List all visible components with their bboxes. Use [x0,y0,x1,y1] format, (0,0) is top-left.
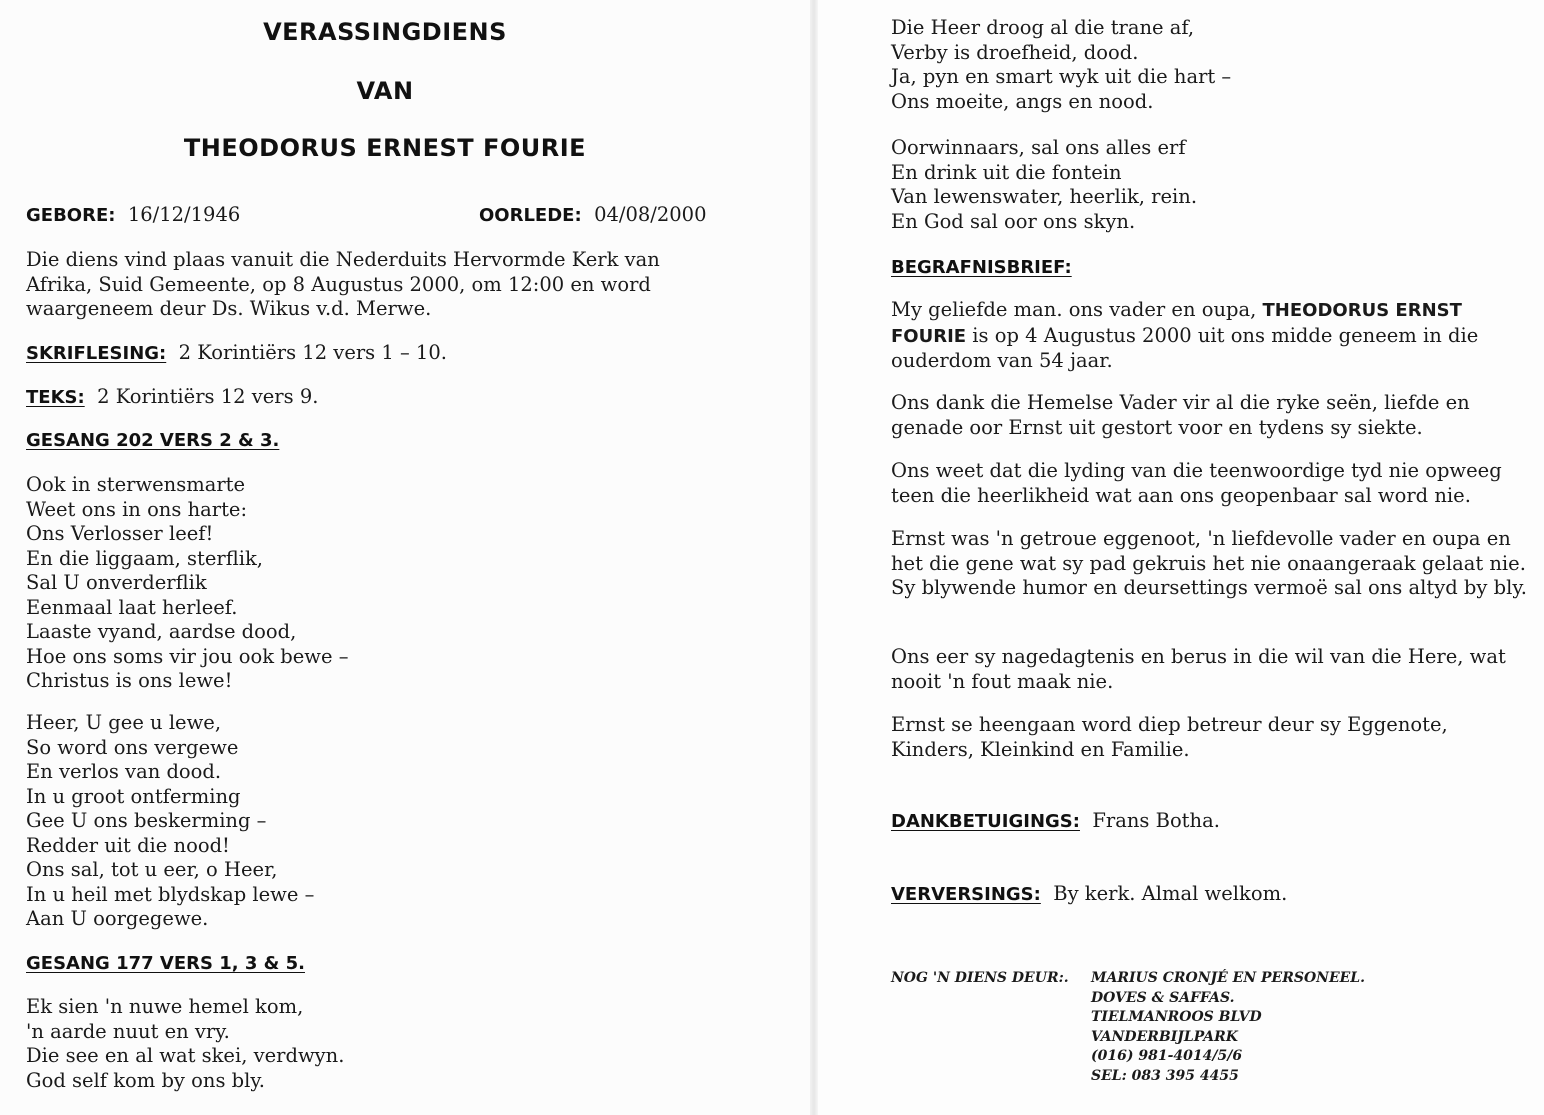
verse-line: Gee U ons beskerming – [26,809,267,832]
letter-paragraph-3: Ons weet dat die lyding van die teenwoordige tyd nie opweeg teen die heerlikheid wat aan ons geopenbaar sal word nie. [891,459,1502,507]
verse-line: Die Heer droog al die trane af, [891,16,1195,39]
verse-line: So word ons vergewe [26,735,239,759]
undertaker-line: MARIUS CRONJÉ EN PERSONEEL. [1091,970,1366,986]
letter-paragraph-6: Ernst se heengaan word diep betreur deur sy Eggenote, Kinders, Kleinkind en Familie. [891,713,1448,761]
born-label: GEBORE: [26,205,116,226]
died-row [479,203,706,229]
undertaker-line: DOVES & SAFFAS. [1091,989,1235,1006]
verse-line: En God sal oor ons skyn. [891,209,1136,233]
deceased-name: THEODORUS ERNST FOURIE [891,300,1462,347]
verse-line: En drink uit die fontein [891,160,1122,184]
undertaker-line: SEL: 083 395 4455 [1091,1067,1239,1084]
text-value: 2 Korintiërs 12 vers 9. [97,385,319,408]
died-value: 04/08/2000 [594,203,707,226]
verse-line: Die see en al wat skei, verdwyn. [26,1044,345,1067]
verse-line: Redder uit die nood! [26,833,230,857]
verse-line: In u groot ontferming [26,784,241,808]
letter-paragraph-5: Ons eer sy nagedagtenis en berus in die wil van die Here, wat nooit 'n fout maak nie. [891,645,1506,693]
title-line-2: VAN [356,77,414,105]
verse-line: Heer, U gee u lewe, [26,711,222,734]
text-row [26,385,318,411]
verse-line: Weet ons in ons harte: [26,497,248,521]
thanks-row [891,809,1220,835]
letter-title: BEGRAFNISBRIEF: [891,257,1072,278]
letter-p1-intro: My geliefde man. ons vader en oupa, [891,298,1257,321]
service-line: waargeneem deur Ds. Wikus v.d. Merwe. [26,297,432,320]
refreshments-label: VERVERSINGS: [891,884,1041,905]
verse-line: Hoe ons soms vir jou ook bewe – [26,644,349,668]
died-label: OORLEDE: [479,205,582,226]
reading-value: 2 Korintiërs 12 vers 1 – 10. [178,341,447,364]
thanks-label: DANKBETUIGINGS: [891,811,1080,832]
verse-line: In u heil met blydskap lewe – [26,882,315,906]
text-label: TEKS: [26,387,85,408]
letter-paragraph-4: Ernst was 'n getroue eggenoot, 'n liefdevolle vader en oupa en het die gene wat sy pad gekruis het nie onaangeraak gelaat nie. Sy blywende humor en deursettings vermoë sal ons altyd by bly. [891,527,1527,599]
verse-line: Laaste vyand, aardse dood, [26,620,297,643]
verse-line: Eenmaal laat herleef. [26,595,238,619]
hymn1-verse2 [26,711,314,932]
hymn1-title: GESANG 202 VERS 2 & 3. [26,430,280,451]
refreshments-value: By kerk. Almal welkom. [1053,882,1288,905]
reading-label: SKRIFLESING: [26,343,167,364]
hymn2-verse1 [26,995,344,1093]
hymn2-title: GESANG 177 VERS 1, 3 & 5. [26,953,305,974]
verse-line: En die liggaam, sterflik, [26,546,263,570]
refreshments-row [891,882,1287,908]
verse-line: Ek sien 'n nuwe hemel kom, [26,995,304,1018]
born-row [26,203,240,229]
letter-paragraph-1 [891,298,1527,374]
verse-line: Ons sal, tot u eer, o Heer, [26,858,278,881]
verse-line: Ons Verlosser leef! [26,522,214,545]
right-page [818,0,1544,1115]
service-details [26,248,660,322]
verse-line: Verby is droefheid, dood. [891,40,1139,64]
verse-line: Sal U onverderflik [26,571,207,594]
service-line: Die diens vind plaas vanuit die Nederduits Hervormde Kerk van [26,248,660,271]
verse-line: En verlos van dood. [26,760,222,783]
service-line: Afrika, Suid Gemeente, op 8 Augustus 2000, om 12:00 en word [26,272,651,296]
thanks-value: Frans Botha. [1092,809,1220,832]
verse-line: Ook in sterwensmarte [26,473,246,496]
undertaker-details [1091,969,1365,1086]
verse-line: Aan U oorgegewe. [26,907,209,930]
verse-line: Ja, pyn en smart wyk uit die hart – [891,65,1232,88]
verse-line: God self kom by ons bly. [26,1068,265,1092]
letter-p1-rest: is op 4 Augustus 2000 uit ons midde geneem in die ouderdom van 54 jaar. [891,323,1479,372]
hymn1-verse1 [26,473,348,694]
undertaker-line: (016) 981-4014/5/6 [1091,1048,1243,1064]
page-fold [810,0,818,1115]
title-line-1: VERASSINGDIENS [263,18,507,46]
undertaker-line: TIELMANROOS BLVD [1091,1009,1262,1025]
title-line-3: THEODORUS ERNEST FOURIE [183,134,587,162]
verse-line: 'n aarde nuut en vry. [26,1019,230,1043]
reading-row [26,341,447,367]
verse-line: Van lewenswater, heerlik, rein. [891,185,1198,208]
verse-line: Christus is ons lewe! [26,669,233,692]
hymn2-verse-b [891,136,1197,234]
verse-line: Ons moeite, angs en nood. [891,89,1154,113]
undertaker-label: NOG 'N DIENS DEUR:. [891,970,1069,986]
hymn2-verse-a [891,16,1231,114]
letter-paragraph-2: Ons dank die Hemelse Vader vir al die ryke seën, liefde en genade oor Ernst uit gestort voor en tydens sy siekte. [891,391,1470,439]
born-value: 16/12/1946 [127,203,241,226]
undertaker-line: VANDERBIJLPARK [1091,1028,1238,1045]
verse-line: Oorwinnaars, sal ons alles erf [891,136,1186,159]
